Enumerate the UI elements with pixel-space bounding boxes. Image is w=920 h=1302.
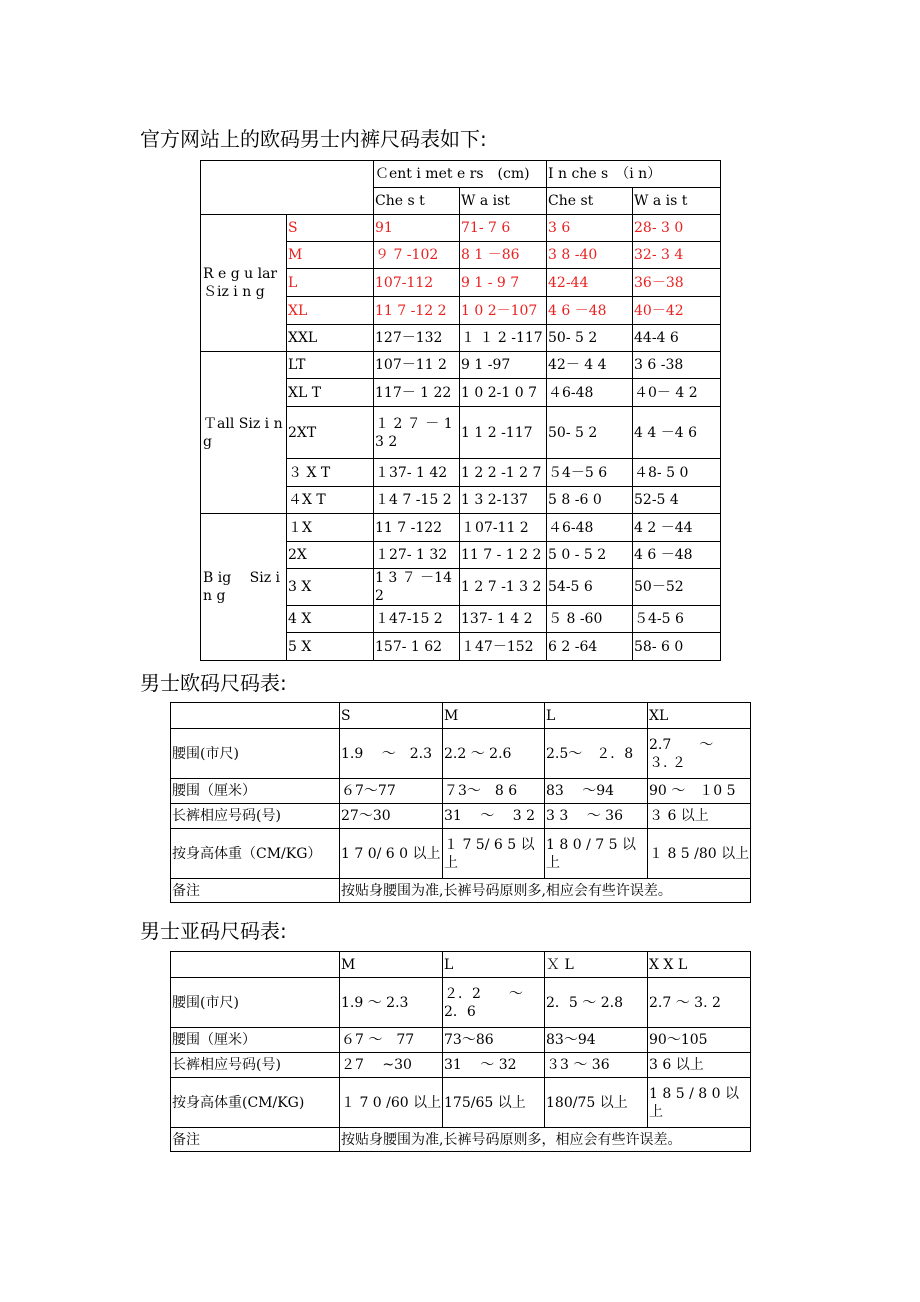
measurement-cell: １07-11 2 [460,514,547,542]
value-cell: 3 6 以上 [648,1053,751,1078]
value-cell: 1 8 5 / 8 0 以上 [648,1078,751,1128]
value-cell: 90～105 [648,1028,751,1053]
value-cell: １ 8 5 /80 以上 [648,829,751,879]
measurement-cell: 107－11 2 [374,352,460,379]
table-row [171,779,751,804]
row-label: 腰围(市尺) [171,729,340,779]
measurement-cell: 91 [374,215,460,242]
measurement-cell: １37- 1 42 [374,459,460,487]
measurement-cell: ４6-48 [547,514,633,542]
size-label: 3 X [287,569,374,606]
measurement-cell: 4 2 －44 [633,514,721,542]
size-label: 2XT [287,407,374,459]
size-label: 2X [287,542,374,569]
table-row [171,829,751,879]
row-label: 腰围(市尺) [171,978,340,1028]
measurement-cell: ４6-48 [547,379,633,407]
table-row [171,804,751,829]
measurement-cell: 6 2 -64 [547,633,633,661]
table-row [171,729,751,779]
row-label: 按身高体重（CM/KG） [171,829,340,879]
measurement-cell: 107-112 [374,269,460,297]
measurement-cell: 1 0 2-1 0 7 [460,379,547,407]
value-cell: 180/75 以上 [545,1078,648,1128]
note-row [171,1128,751,1152]
note-text: 按贴身腰围为准,长裤号码原则多，相应会有些许误差。 [340,1128,751,1152]
value-cell: 1 7 0/ 6 0 以上 [340,829,443,879]
header-row [171,703,751,729]
value-cell: 31 ～ 32 [443,1053,545,1078]
measurement-cell: 4 6 －48 [633,542,721,569]
measurement-cell: 28- 3 0 [633,215,721,242]
measurement-cell: ４0－ 4 2 [633,379,721,407]
row-label: 腰围（厘米） [171,1028,340,1053]
size-label: S [287,215,374,242]
official-size-table [200,160,721,661]
measurement-cell: 157- 1 62 [374,633,460,661]
eu-size-table [170,702,751,903]
value-cell: 27～30 [340,804,443,829]
measurement-cell: 1 3 2-137 [460,487,547,514]
measurement-cell: 3 6 [547,215,633,242]
size-label: XXL [287,325,374,352]
table-corner-cell [201,161,374,215]
value-cell: ７3～ 8 6 [443,779,545,804]
size-chart-title-official: 官方网站上的欧码男士内裤尺码表如下: [140,127,487,151]
column-header: S [340,703,443,729]
size-chart-title-asia: 男士亚码尺码表: [140,919,287,943]
measurement-cell: 4 6 －48 [547,297,633,325]
measurement-cell: 3 6 -38 [633,352,721,379]
size-group-label: Ｔall Siz i ng [201,352,287,514]
value-cell: 2.5～ ２．8 [545,729,648,779]
column-header: L [545,703,648,729]
measurement-cell: 1 3 ７ －142 [374,569,460,606]
size-label: 4 X [287,606,374,633]
value-cell: ６7～77 [340,779,443,804]
measurement-cell: 52-5 4 [633,487,721,514]
measurement-cell: １ １ 2 -117 [460,325,547,352]
measurement-cell: 4 4 －4 6 [633,407,721,459]
size-label: ４X T [287,487,374,514]
value-cell: 73～86 [443,1028,545,1053]
measurement-cell: 54-5 6 [547,569,633,606]
value-cell: 1.9 ～ 2.3 [340,729,443,779]
column-header: Ｘ L [545,952,648,978]
table-row [201,352,721,379]
value-cell: 1.9 ～ 2.3 [340,978,443,1028]
note-row [171,879,751,903]
measurement-cell: １47-15 2 [374,606,460,633]
measurement-cell: 1 2 7 -1 3 2 [460,569,547,606]
size-label: ３ X T [287,459,374,487]
measurement-cell: 50- 5 2 [547,325,633,352]
measurement-cell: 5 8 -6 0 [547,487,633,514]
note-label: 备注 [171,1128,340,1152]
value-cell: ２7 ~30 [340,1053,443,1078]
measurement-cell: 9 1 - 9 7 [460,269,547,297]
measurement-cell: 1 1 2 -117 [460,407,547,459]
measurement-cell: 58- 6 0 [633,633,721,661]
value-cell: 3 3 ～ 36 [545,804,648,829]
measurement-cell: ５4－5 6 [547,459,633,487]
note-text: 按贴身腰围为准,长裤号码原则多,相应会有些许误差。 [340,879,751,903]
measurement-cell: 117－ 1 22 [374,379,460,407]
value-cell: １ 7 0 /60 以上 [340,1078,443,1128]
size-label: M [287,242,374,269]
measurement-cell: 1 2 2 -1 2 7 [460,459,547,487]
column-header: M [443,703,545,729]
measurement-cell: 5 0 - 5 2 [547,542,633,569]
measurement-cell: 11 7 -12 2 [374,297,460,325]
measurement-cell: 9 1 -97 [460,352,547,379]
value-cell: ３ 6 以上 [648,804,751,829]
measurement-cell: 50－52 [633,569,721,606]
row-label: 长裤相应号码(号) [171,804,340,829]
size-label: 5 X [287,633,374,661]
value-cell: ２．2 ～ 2．6 [443,978,545,1028]
asia-size-table [170,951,751,1152]
column-header: L [443,952,545,978]
measurement-cell: １ 2 ７ － 13 2 [374,407,460,459]
measurement-cell: 42－ 4 4 [547,352,633,379]
measurement-cell: 8 1 －86 [460,242,547,269]
measurement-cell: 42-44 [547,269,633,297]
row-label: 腰围（厘米） [171,779,340,804]
value-cell: １ 7 5/ 6 5 以上 [443,829,545,879]
value-cell: 90 ～ １0 5 [648,779,751,804]
header-centimeters: Ｃent i met e rs (cm) [374,161,547,188]
measurement-cell: 50- 5 2 [547,407,633,459]
size-group-label: B ig Siz i n g [201,514,287,661]
measurement-cell: 11 7 - 1 2 2 [460,542,547,569]
value-cell: 1 8 0 / 7 5 以上 [545,829,648,879]
size-label: １X [287,514,374,542]
value-cell: 31 ～ 3 2 [443,804,545,829]
value-cell: 175/65 以上 [443,1078,545,1128]
table-row [171,1028,751,1053]
value-cell: 83～94 [545,1028,648,1053]
column-header [171,703,340,729]
column-header: M [340,952,443,978]
row-label: 长裤相应号码(号) [171,1053,340,1078]
measurement-cell: ９ 7 -102 [374,242,460,269]
size-label: XL [287,297,374,325]
row-label: 按身高体重(CM/KG) [171,1078,340,1128]
size-label: LT [287,352,374,379]
size-label: L [287,269,374,297]
measurement-cell: １47－152 [460,633,547,661]
measurement-cell: 32- 3 4 [633,242,721,269]
table-row [171,1053,751,1078]
table-row [201,215,721,242]
size-label: XL T [287,379,374,407]
value-cell: ６7 ～ 77 [340,1028,443,1053]
subheader-chest-in: Che st [547,188,633,215]
size-chart-title-eu: 男士欧码尺码表: [140,671,287,695]
column-header: XL [648,703,751,729]
column-header: X X L [648,952,751,978]
subheader-chest-cm: Che s t [374,188,460,215]
measurement-cell: １4 7 -15 2 [374,487,460,514]
subheader-waist-cm: W a ist [460,188,547,215]
value-cell: 2.7 ～ 3. 2 [648,978,751,1028]
measurement-cell: 36－38 [633,269,721,297]
value-cell: 83 ～94 [545,779,648,804]
value-cell: 2．5 ～ 2.8 [545,978,648,1028]
table-row [201,514,721,542]
measurement-cell: １27- 1 32 [374,542,460,569]
column-header [171,952,340,978]
header-inches: I n che s （i n） [547,161,721,188]
note-label: 备注 [171,879,340,903]
measurement-cell: 137- 1 4 2 [460,606,547,633]
measurement-cell: ４8- 5 0 [633,459,721,487]
measurement-cell: 71- 7 6 [460,215,547,242]
value-cell: 2.7 ～ ３. ２ [648,729,751,779]
header-row [171,952,751,978]
value-cell: ３3 ～ 36 [545,1053,648,1078]
table-row [171,1078,751,1128]
measurement-cell: 44-4 6 [633,325,721,352]
measurement-cell: 3 8 -40 [547,242,633,269]
measurement-cell: 11 7 -122 [374,514,460,542]
subheader-waist-in: W a is t [633,188,721,215]
value-cell: 2.2 ～ 2.6 [443,729,545,779]
measurement-cell: 40－42 [633,297,721,325]
measurement-cell: ５4-5 6 [633,606,721,633]
measurement-cell: 127－132 [374,325,460,352]
measurement-cell: ５ 8 -60 [547,606,633,633]
table-row [171,978,751,1028]
size-group-label: R e g u lar Ｓiz i n g [201,215,287,352]
measurement-cell: 1 0 2－107 [460,297,547,325]
